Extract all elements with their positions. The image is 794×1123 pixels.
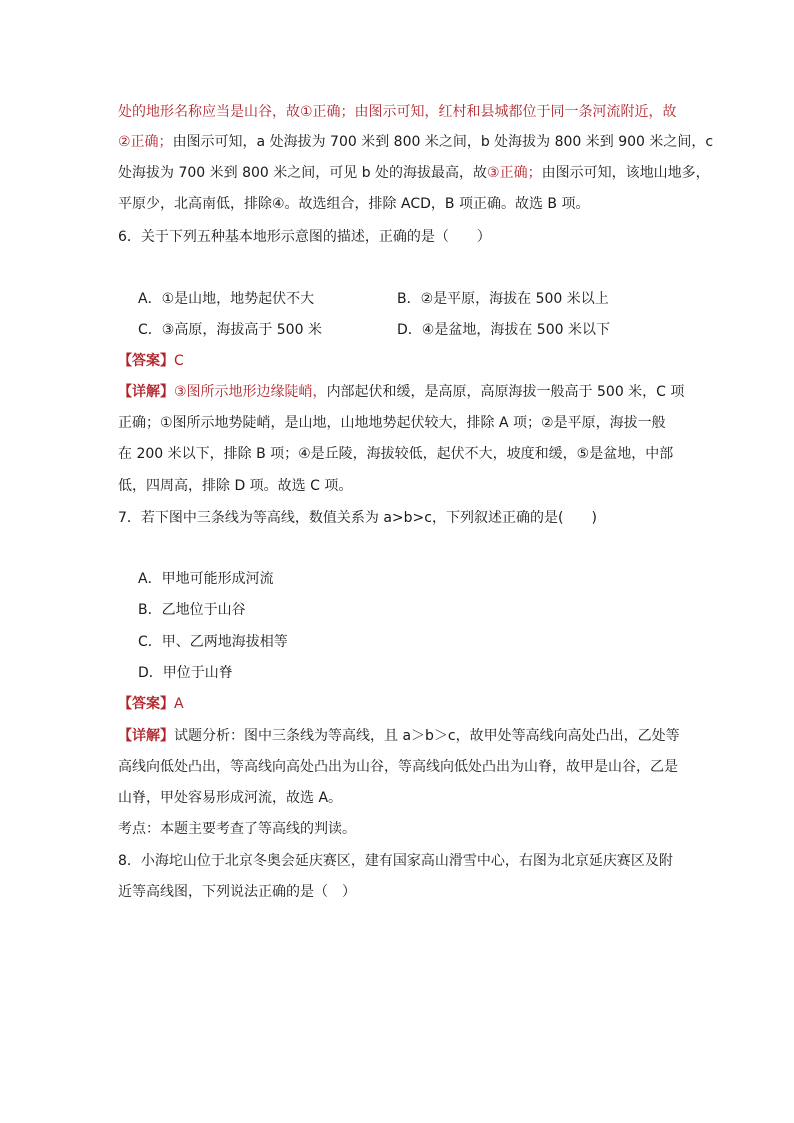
explanation-text: 由图示可知，a 处海拔为 700 米到 800 米之间，b 处海拔为 800 米到 900 米之间，c (172, 134, 714, 150)
explanation-text-red: ②正确； (118, 134, 173, 150)
explanation-text: 平原少，北高南低，排除④。故选组合，排除 ACD，B 项正确。故选 B 项。 (118, 196, 590, 212)
question-8-stem: 8．小海坨山位于北京冬奥会延庆赛区，建有国家高山滑雪中心，右图为北京延庆赛区及附 (118, 853, 673, 869)
detail-text: 内部起伏和缓，是高原，高原海拔一般高于 500 米，C 项 (326, 384, 685, 400)
detail-label: 【详解】 (118, 728, 174, 744)
explanation-line (118, 102, 677, 122)
answer-value: A (174, 696, 184, 712)
q6-option-d: D．④是盆地，海拔在 500 米以下 (397, 322, 610, 338)
q7-detail-line: 山脊，甲处容易形成河流，故选 A。 (118, 790, 343, 806)
answer-value: C (174, 353, 184, 369)
q7-detail-line: 高线向低处凸出，等高线向高处凸出为山谷，等高线向低处凸出为山脊，故甲是山谷，乙是 (118, 759, 678, 775)
q6-detail-line: 低，四周高，排除 D 项。故选 C 项。 (118, 478, 353, 494)
detail-text: 试题分析：图中三条线为等高线，且 a＞b＞c，故甲处等高线向高处凸出，乙处等 (174, 728, 680, 744)
question-6-stem: 6．关于下列五种基本地形示意图的描述，正确的是（ ） (118, 229, 491, 245)
answer-label: 【答案】 (118, 353, 174, 369)
q7-detail-line (118, 726, 680, 746)
q6-option-c: C．③高原，海拔高于 500 米 (138, 322, 322, 338)
q6-detail-line: 正确；①图所示地势陡峭，是山地，山地地势起伏较大，排除 A 项；②是平原，海拔一般 (118, 415, 666, 431)
q6-detail-line (118, 382, 684, 402)
q7-option-b: B．乙地位于山谷 (138, 602, 246, 618)
explanation-text: 处海拔为 700 米到 800 米之间，可见 b 处的海拔最高，故 (118, 165, 488, 181)
detail-text-red: ③图所示地形边缘陡峭， (174, 384, 327, 400)
question-7-stem: 7．若下图中三条线为等高线，数值关系为 a>b>c，下列叙述正确的是( ) (118, 510, 597, 526)
q6-option-b: B．②是平原，海拔在 500 米以上 (397, 291, 609, 307)
q6-detail-line: 在 200 米以下，排除 B 项；④是丘陵，海拔较低，起伏不大，坡度和缓，⑤是盆地，中部 (118, 446, 674, 462)
explanation-text-red: ③正确； (487, 165, 542, 181)
question-8-stem: 近等高线图，下列说法正确的是（ ） (118, 884, 356, 900)
q6-answer (118, 351, 184, 371)
q7-option-c: C．甲、乙两地海拔相等 (138, 634, 288, 650)
explanation-line (118, 194, 589, 214)
q6-option-a: A．①是山地，地势起伏不大 (138, 291, 315, 307)
explanation-text: 由图示可知，该地山地多， (541, 165, 710, 181)
explanation-line (118, 163, 710, 183)
q7-option-d: D．甲位于山脊 (138, 665, 233, 681)
q7-option-a: A．甲地可能形成河流 (138, 571, 274, 587)
explanation-text: 处的地形名称应当是山谷，故①正确；由图示可知，红村和县城都位于同一条河流附近，故 (118, 104, 677, 120)
q7-answer (118, 694, 184, 714)
explanation-line (118, 132, 713, 152)
answer-label: 【答案】 (118, 696, 174, 712)
detail-label: 【详解】 (118, 384, 174, 400)
q7-kaodian: 考点：本题主要考查了等高线的判读。 (118, 821, 356, 837)
